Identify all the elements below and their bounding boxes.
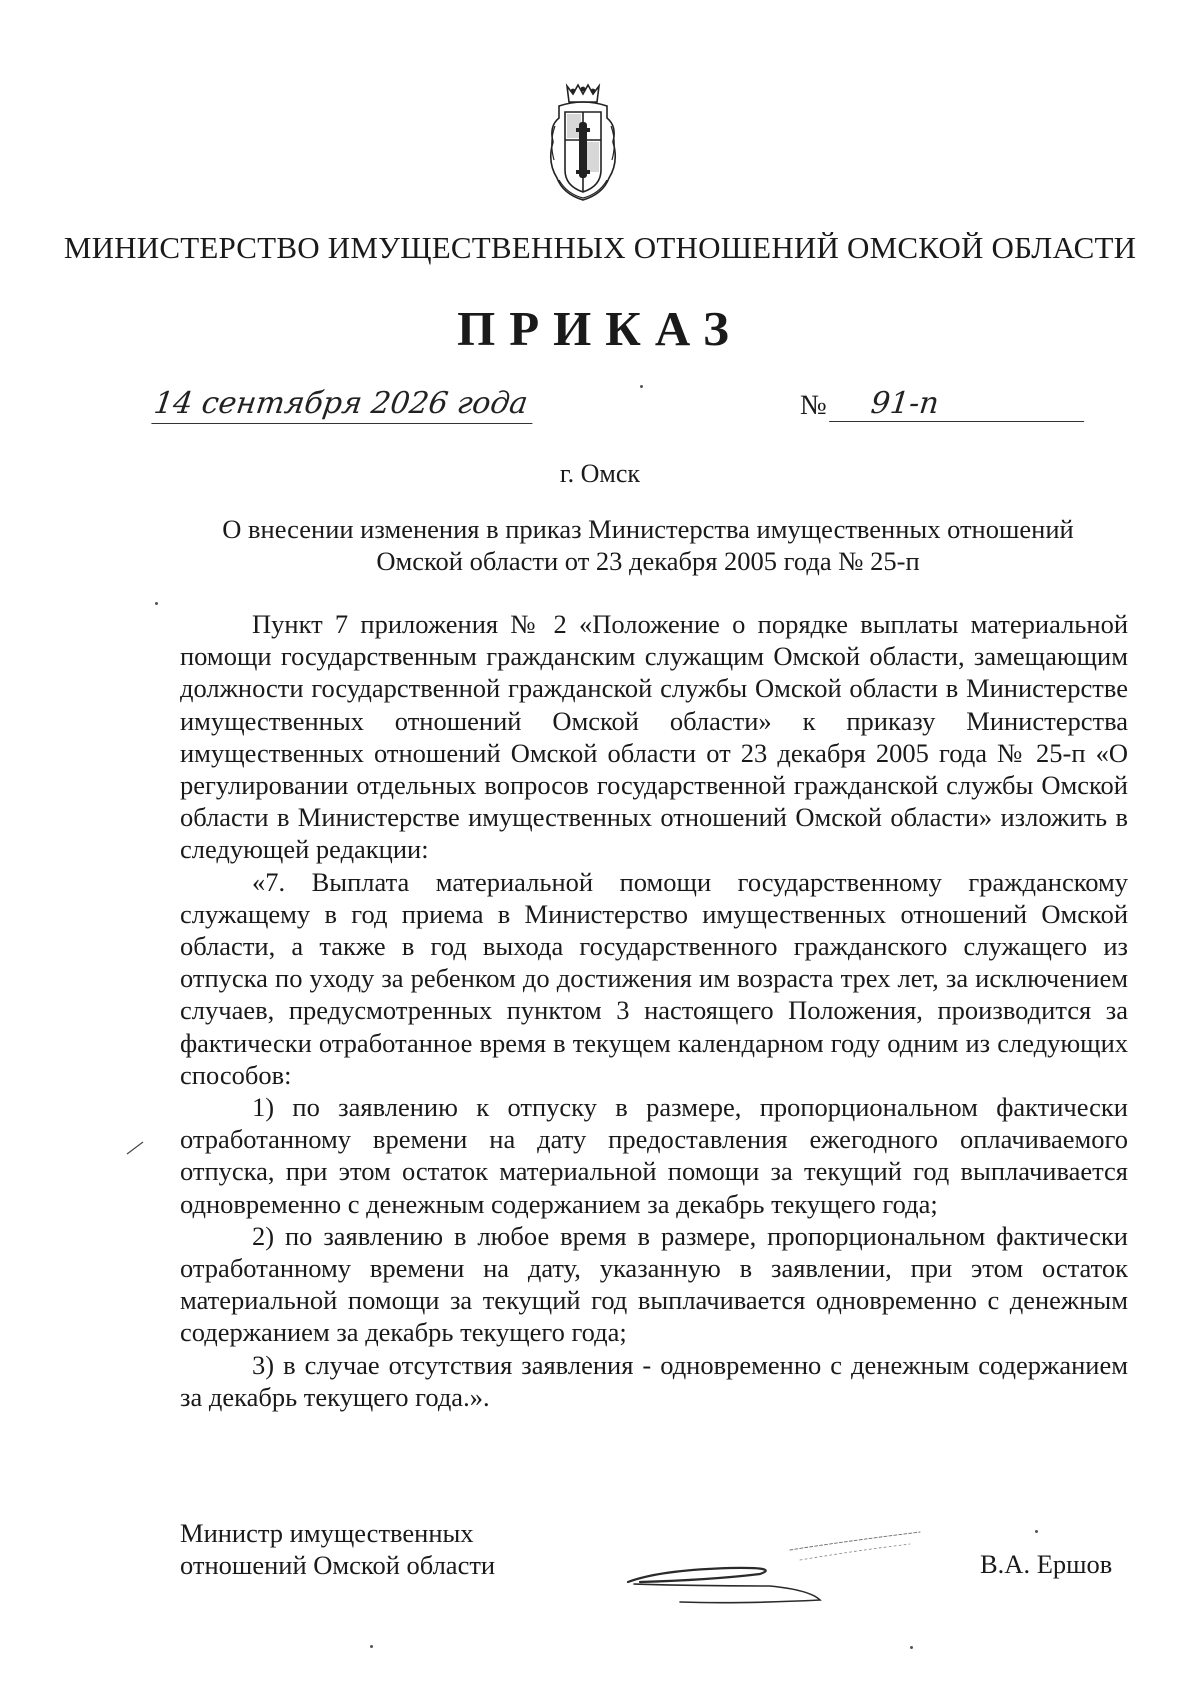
body-paragraph-4: 2) по заявлению в любое время в размере, пропорциональном фактически отработанному времени на дату, указанную в заявлении, при этом остаток материальной помощи за текущий год выплачивается одновременно с денежным содержанием за декабрь текущего года; [180,1220,1128,1348]
scan-speck [1035,1530,1038,1533]
document-body [180,608,1128,1413]
ministry-name: МИНИСТЕРСТВО ИМУЩЕСТВЕННЫХ ОТНОШЕНИЙ ОМСКОЙ ОБЛАСТИ [63,230,1137,265]
body-paragraph-3: 1) по заявлению к отпуску в размере, пропорциональном фактически отработанному времени на дату предоставления ежегодного оплачиваемого отпуска, при этом остаток материальной помощи за текущий год выплачивается одновременно с денежным содержанием за декабрь текущего года; [180,1092,1128,1219]
number-sign: № [800,390,827,421]
signatory-position-line-1: Министр имущественных [180,1518,474,1548]
document-subject [178,513,1118,577]
subject-line-2: Омской области от 23 декабря 2005 года № 25-п [376,546,920,576]
body-paragraph-5: 3) в случае отсутствия заявления - одновременно с денежным содержанием за декабрь текущего года.». [180,1349,1128,1412]
handwritten-signature-icon [620,1520,950,1610]
scan-speck [640,385,643,388]
margin-tick-mark [125,1140,145,1156]
city: г. Омск [559,459,641,488]
scan-speck [155,602,158,605]
body-paragraph-1: Пункт 7 приложения № 2 «Положение о порядке выплаты материальной помощи государственным гражданским служащим Омской области, замещающим должности государственной гражданской службы Омской области в Министерстве имущественных отношений Омской области» к приказу Министерства имущественных отношений Омской области от 23 декабря 2005 года № 25-п «О регулировании отдельных вопросов государственной гражданской службы Омской области в Министерстве имущественных отношений Омской области» изложить в следующей редакции: [180,609,1128,865]
signatory-name: В.А. Ершов [980,1549,1113,1579]
scan-speck [370,1645,373,1648]
document-number: 91-п [829,386,1088,422]
scan-speck [910,1646,913,1649]
omsk-region-coat-of-arms-icon [545,82,621,204]
body-paragraph-2: «7. Выплата материальной помощи государственному гражданскому служащему в год приема в Министерство имущественных отношений Омской области, а также в год выхода государственного гражданского служащего из отпуска по уходу за ребенком до достижения им возраста трех лет, за исключением случаев, предусмотренных пунктом 3 настоящего Положения, производится за фактически отработанное время в текущем календарном году одним из следующих способов: [180,866,1128,1090]
handwritten-date: 14 сентября 2026 года [151,386,538,424]
document-number-field [800,386,1086,422]
document-type-title: ПРИКАЗ [457,301,743,356]
subject-line-1: О внесении изменения в приказ Министерства имущественных отношений [222,514,1074,544]
signatory-position [180,1517,495,1581]
signatory-position-line-2: отношений Омской области [180,1550,496,1580]
